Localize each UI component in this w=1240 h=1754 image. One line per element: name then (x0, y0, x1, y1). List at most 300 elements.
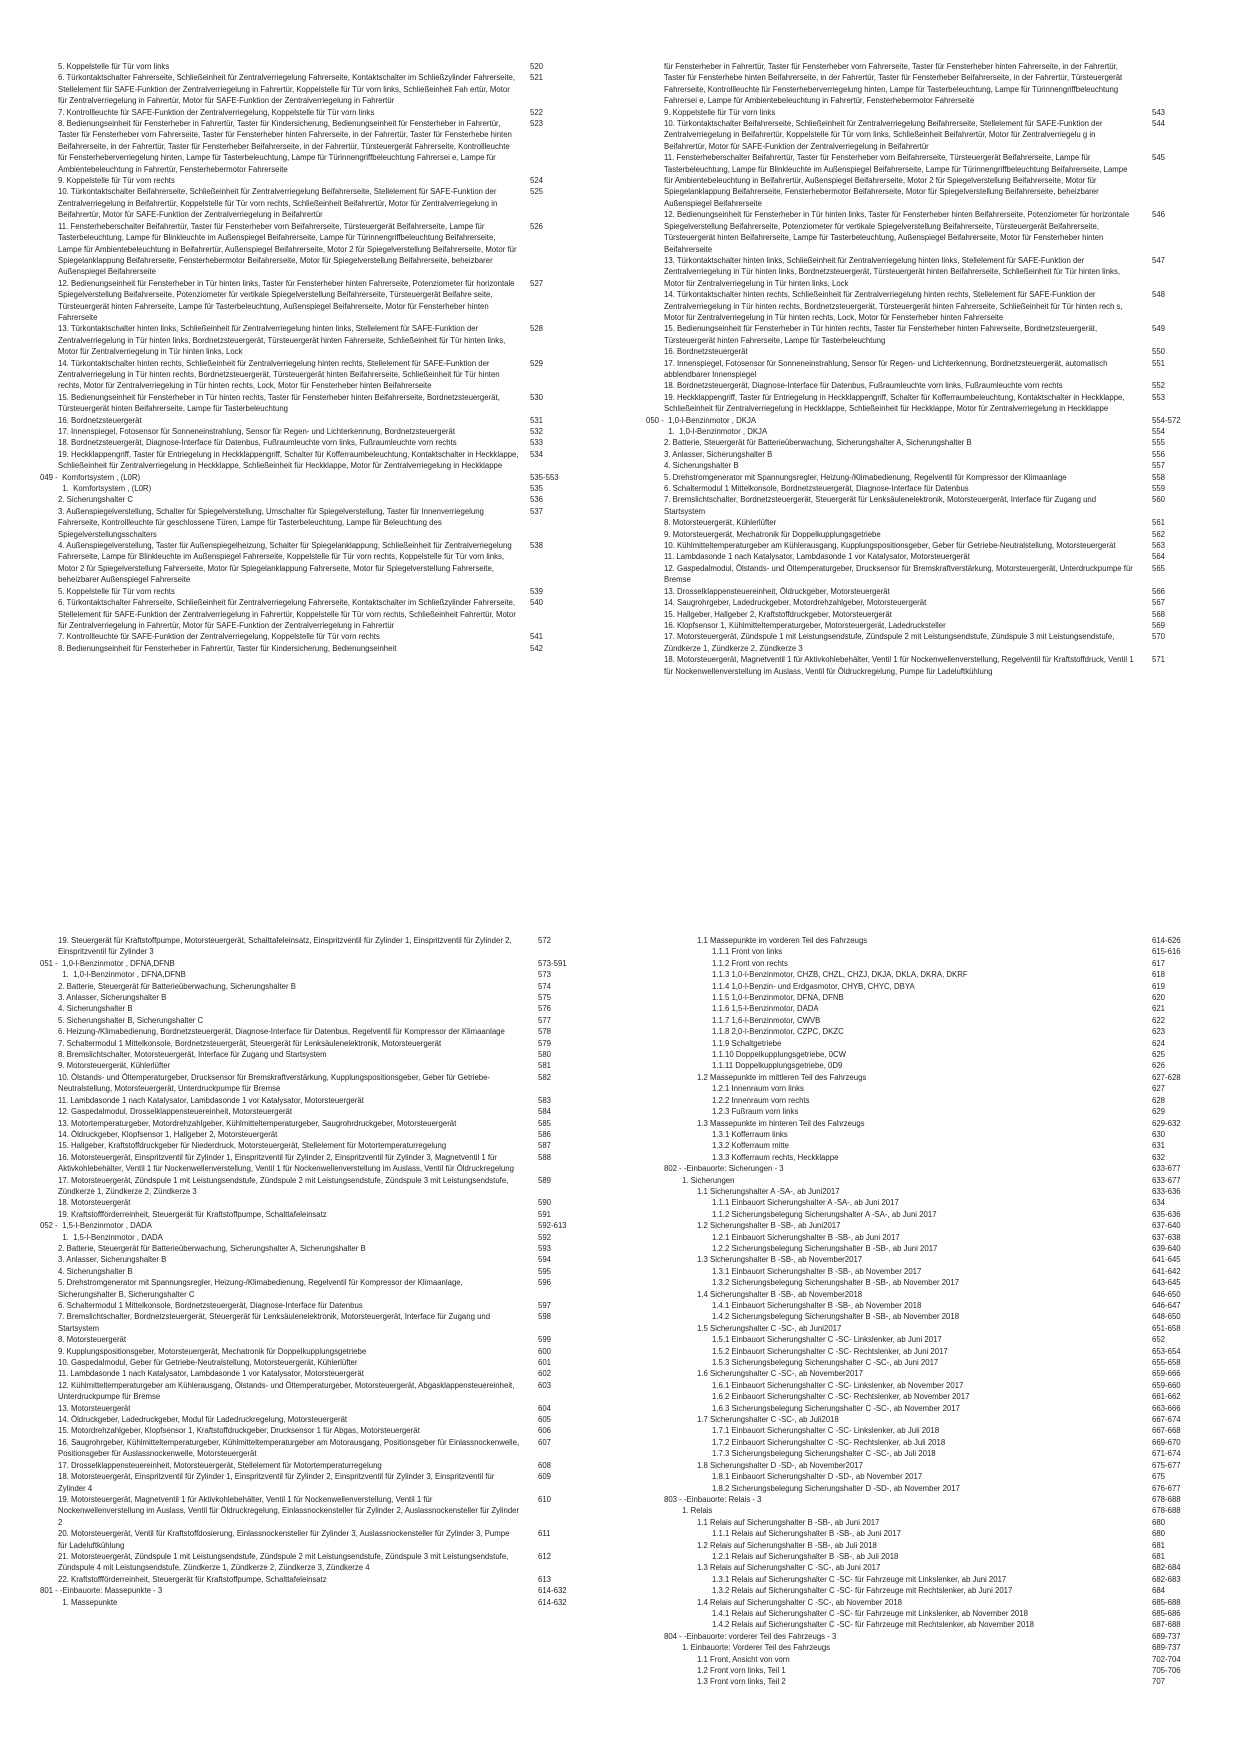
toc-entry[interactable] (664, 620, 1196, 631)
toc-entry-title: 1.3.2 Sicherungsbelegung Sicherungshalter B -SB-, ab November 2017 (712, 1278, 960, 1288)
toc-entry-title: 16. Motorsteuergerät, Einspritzventil für Zylinder 1, Einspritzventil für Zylinder 2, Einspritzventil für Zylinder 3, Magnetventil 1 für Aktivkohlebehälter, Ventil 1 für Nockenwellenverstellung, Ventil 1 für Nockenwellenverstellung im Auslass, Ventil für Öldruckregelung (58, 1152, 514, 1174)
toc-entry[interactable] (664, 529, 1196, 540)
toc-entry-title: 15. Hallgeber, Kraftstoffdruckgeber für Niederdruck, Motorsteuergerät, Stellelement für Motortemperaturregelung (58, 1141, 447, 1151)
toc-entry[interactable] (664, 1528, 1196, 1539)
toc-entry-title: 1.1.2 Sicherungsbelegung Sicherungshalter A -SA-, ab Juni 2017 (712, 1209, 937, 1219)
toc-entry-title: 5. Drehstromgenerator mit Spannungsregler, Heizung-/Klimabedienung, Regelventil für Kompressor der Klimaanlage (664, 472, 1067, 482)
toc-entry-title: 1. Sicherungen (682, 1175, 735, 1185)
toc-entry-page: 641-645 (1152, 1255, 1181, 1265)
toc-entry[interactable] (58, 1494, 582, 1528)
toc-entry[interactable] (664, 1357, 1196, 1368)
toc-entry-title: 1.2.1 Innenraum vorn links (712, 1084, 804, 1094)
toc-entry[interactable] (58, 1357, 582, 1368)
toc-entry-page: 680 (1152, 1529, 1166, 1539)
toc-entry-page: 605 (538, 1415, 552, 1425)
toc-entry-page: 522 (530, 107, 544, 117)
toc-entry[interactable] (58, 221, 582, 278)
toc-entry-title: 20. Motorsteuergerät, Ventil für Kraftstoffdosierung, Einlassnockensteller für Zylinder 3, Auslassnockensteller für Zylinder 3, Pumpe für Ladeluftkühlung (58, 1529, 512, 1550)
toc-entry[interactable] (664, 1197, 1196, 1208)
toc-entry[interactable] (664, 1437, 1196, 1448)
toc-entry[interactable] (58, 506, 582, 540)
toc-entry[interactable] (58, 1038, 582, 1049)
toc-entry-title: 21. Motorsteuergerät, Zündspule 1 mit Leistungsendstufe, Zündspule 2 mit Leistungsendstufe, Zündspule 3 mit Leistungsendstufe, Zündspule 4 mit Leistungsendstufe, Zündkerze 1, Zündkerze 2, Zündkerze 3, Zündkerze 4 (58, 1551, 511, 1573)
toc-entry-page: 676-677 (1152, 1483, 1181, 1493)
toc-entry[interactable] (58, 1015, 582, 1026)
toc-entry[interactable] (664, 1346, 1196, 1357)
toc-entry-title: 1.2 Front vorn links, Teil 1 (697, 1666, 786, 1675)
toc-entry[interactable] (58, 1106, 582, 1117)
toc-entry[interactable] (664, 1266, 1196, 1277)
toc-entry-page: 659-666 (1152, 1369, 1181, 1379)
toc-entry-page: 554-572 (1152, 415, 1181, 425)
toc-entry-page: 592 (538, 1232, 552, 1242)
toc-entry[interactable] (664, 437, 1196, 448)
toc-entry-title: 18. Motorsteuergerät (58, 1198, 131, 1208)
toc-entry[interactable] (664, 1232, 1196, 1243)
toc-entry-page: 581 (538, 1061, 552, 1071)
toc-entry[interactable] (58, 1003, 582, 1014)
toc-entry[interactable] (664, 1483, 1196, 1494)
toc-entry[interactable] (664, 1517, 1196, 1528)
toc-entry-title: 804 - -Einbauorte: vorderer Teil des Fahrzeugs - 3 (664, 1631, 837, 1641)
toc-entry[interactable] (664, 289, 1196, 323)
toc-entry[interactable] (664, 969, 1196, 980)
toc-entry[interactable] (58, 1471, 582, 1494)
toc-entry[interactable] (58, 1460, 582, 1471)
toc-entry-page: 525 (530, 187, 544, 197)
toc-entry[interactable] (664, 1391, 1196, 1402)
toc-entry-title: 1.4.1 Einbauort Sicherungshalter B -SB-, ab November 2018 (712, 1301, 922, 1310)
toc-entry[interactable] (646, 415, 1196, 426)
toc-entry[interactable] (40, 472, 582, 483)
toc-entry-title: 12. Gaspedalmodul, Ölstands- und Öltemperaturgeber, Drucksensor für Bremskraftverstärkung, Motorsteuergerät, Unterdruckpumpe für Bremse (664, 563, 1136, 585)
toc-entry-title: 15. Motordrehzahlgeber, Klopfsensor 1, Kraftstoffdruckgeber, Drucksensor 1 für Abgas, Motorsteuergerät (58, 1426, 420, 1436)
toc-entry[interactable] (58, 1095, 582, 1106)
toc-entry-page: 549 (1152, 324, 1166, 334)
toc-entry[interactable] (664, 1254, 1196, 1265)
toc-entry[interactable] (58, 1414, 582, 1425)
toc-entry-page: 614-632 (538, 1597, 567, 1607)
toc-entry-page: 526 (530, 221, 544, 231)
toc-entry-title: 1.1.1 Einbauort Sicherungshalter A -SA-, ab Juni 2017 (712, 1198, 899, 1208)
toc-entry-title: 19. Motorsteuergerät, Magnetventil 1 für Aktivkohlebehälter, Ventil 1 für Nockenwellenverstellung, Ventil 1 für Nockenwellenverstellung im Auslass, Ventil für Öldruckregelung, Einlassnockensteller für Zylinder 2, Auslassnockensteller für Zylinder 2 (58, 1494, 522, 1527)
toc-entry-title: 16. Klopfsensor 1, Kühlmitteltemperaturgeber, Motorsteuergerät, Ladedrucksteller (664, 620, 946, 630)
toc-entry[interactable] (58, 1232, 582, 1243)
toc-entry[interactable] (664, 61, 1196, 107)
toc-entry-page: 559 (1152, 484, 1166, 494)
toc-entry[interactable] (664, 1505, 1196, 1516)
toc-entry[interactable] (58, 107, 582, 118)
toc-entry[interactable] (58, 1129, 582, 1140)
toc-entry[interactable] (40, 1585, 582, 1596)
toc-entry[interactable] (664, 597, 1196, 608)
toc-entry-title: 18. Motorsteuergerät, Einspritzventil für Zylinder 1, Einspritzventil für Zylinder 2, Einspritzventil für Zylinder 3, Einspritzventil für Zylinder 4 (58, 1472, 497, 1493)
toc-entry[interactable] (58, 631, 582, 642)
toc-entry[interactable] (58, 1551, 582, 1574)
toc-entry[interactable] (58, 1334, 582, 1345)
toc-entry-title: 802 - -Einbauorte: Sicherungen - 3 (664, 1164, 784, 1174)
toc-entry[interactable] (664, 1494, 1196, 1505)
toc-entry[interactable] (664, 358, 1196, 381)
toc-entry[interactable] (664, 460, 1196, 471)
toc-entry-page: 534 (530, 449, 544, 459)
toc-entry-page: 590 (538, 1198, 552, 1208)
toc-entry-title: 7. Kontrollleuchte für SAFE-Funktion der Zentralverriegelung, Koppelstelle für Tür vorn rechts (58, 632, 380, 642)
toc-entry[interactable] (664, 1471, 1196, 1482)
toc-entry[interactable] (664, 1654, 1196, 1665)
toc-entry-title: 5. Drehstromgenerator mit Spannungsregler, Heizung-/Klimabedienung, Regelventil für Kompressor der Klimaanlage, Sicherungshalter B, Sicherungshalter C (58, 1278, 465, 1299)
toc-entry-page: 602 (538, 1369, 552, 1379)
toc-entry[interactable] (58, 1175, 582, 1198)
toc-entry-page: 577 (538, 1015, 552, 1025)
toc-entry-title: 1.3.2 Relais auf Sicherungshalter C -SC- für Fahrzeuge mit Rechtslenker, ab Juni 2017 (712, 1586, 1013, 1596)
toc-entry-page: 615-616 (1152, 947, 1181, 957)
toc-entry[interactable] (58, 981, 582, 992)
toc-entry[interactable] (664, 1368, 1196, 1379)
toc-entry-page: 621 (1152, 1004, 1166, 1014)
toc-entry[interactable] (664, 631, 1196, 654)
toc-entry[interactable] (58, 1311, 582, 1334)
toc-entry-title: 1. Relais (682, 1506, 713, 1516)
toc-entry[interactable] (58, 118, 582, 175)
toc-entry[interactable] (58, 1380, 582, 1403)
toc-entry[interactable] (58, 586, 582, 597)
toc-entry-page: 622 (1152, 1015, 1166, 1025)
toc-entry[interactable] (58, 1026, 582, 1037)
toc-entry[interactable] (58, 483, 582, 494)
toc-entry[interactable] (664, 1425, 1196, 1436)
toc-entry[interactable] (664, 1175, 1196, 1186)
toc-entry[interactable] (58, 278, 582, 324)
toc-entry-page: 538 (530, 541, 544, 551)
toc-entry[interactable] (58, 72, 582, 106)
toc-entry[interactable] (58, 540, 582, 586)
toc-entry[interactable] (40, 1220, 582, 1231)
toc-entry[interactable] (664, 1072, 1196, 1083)
toc-entry-page: 653-654 (1152, 1346, 1181, 1356)
toc-entry[interactable] (664, 209, 1196, 255)
toc-entry[interactable] (40, 958, 582, 969)
toc-entry-page: 531 (530, 415, 544, 425)
toc-entry[interactable] (58, 1346, 582, 1357)
toc-entry-page: 630 (1152, 1129, 1166, 1139)
toc-entry-title: 9. Motorsteuergerät, Mechatronik für Doppelkupplungsgetriebe (664, 529, 881, 539)
toc-entry[interactable] (664, 1289, 1196, 1300)
toc-entry[interactable] (664, 152, 1196, 209)
toc-entry[interactable] (58, 1060, 582, 1071)
toc-entry[interactable] (664, 1414, 1196, 1425)
toc-entry[interactable] (664, 1186, 1196, 1197)
toc-entry-page: 689-737 (1152, 1643, 1181, 1653)
toc-entry-page: 557 (1152, 461, 1166, 471)
toc-entry[interactable] (58, 392, 582, 415)
toc-entry-page: 646-647 (1152, 1301, 1181, 1310)
toc-entry[interactable] (664, 1163, 1196, 1174)
toc-entry[interactable] (664, 958, 1196, 969)
toc-entry-title: 1.4.2 Sicherungsbelegung Sicherungshalter B -SB-, ab November 2018 (712, 1312, 960, 1322)
toc-entry[interactable] (58, 1072, 582, 1095)
toc-entry[interactable] (664, 992, 1196, 1003)
toc-entry-title: 6. Türkontaktschalter Fahrerseite, Schließeinheit für Zentralverriegelung Fahrerseite, Kontaktschalter im Schließzylinder Fahrerseite, Stellelement für SAFE-Funktion der Zentralverriegelung in Fahrertür, Koppelstelle für Tür vorn links, Schließeinheit Fah ertür, Motor für Zentralverriegelung in Fahrertür, Motor für SAFE-Funktion der Zentralverriegelung in Fahrertür (58, 73, 518, 106)
toc-entry[interactable] (58, 437, 582, 448)
toc-entry-page: 523 (530, 119, 544, 129)
toc-entry[interactable] (58, 1597, 582, 1608)
toc-entry[interactable] (664, 1209, 1196, 1220)
toc-entry[interactable] (664, 1676, 1196, 1687)
toc-entry[interactable] (58, 935, 582, 958)
toc-entry-page: 550 (1152, 347, 1166, 357)
toc-entry[interactable] (664, 935, 1196, 946)
toc-entry[interactable] (664, 654, 1196, 677)
toc-entry[interactable] (664, 981, 1196, 992)
toc-entry[interactable] (664, 1608, 1196, 1619)
toc-entry-title: 14. Türkontaktschalter hinten rechts, Schließeinheit für Zentralverriegelung hinten rechts, Stellelement für SAFE-Funktion der Zentralverriegelung in Tür hinten rechts, Bordnetzsteuergerät, Türsteuergerät hinten Fahrerseite, Schließeinheit für Tür hinten rech s, Motor für Zentralverriegelung in Tür hinten rechts, Lock, Motor für Fensterheber hinten Fahrerseite (664, 290, 1125, 322)
toc-entry[interactable] (58, 1049, 582, 1060)
toc-entry-page: 574 (538, 981, 552, 991)
toc-entry-title: 3. Anlasser, Sicherungshalter B (58, 1255, 167, 1265)
toc-entry[interactable] (664, 517, 1196, 528)
toc-entry-title: 6. Türkontaktschalter Fahrerseite, Schließeinheit für Zentralverriegelung Fahrerseite, Kontaktschalter im Schließzylinder Fahrerseite, Stellelement für SAFE-Funktion der Zentralverriegelung in Fahrertür, Koppelstelle für Tür vorn rechts, Schließeinheit Fahrertür, Motor für Zentralverriegelung in Fahrertür, Motor für SAFE-Funktion der Zentralverriegelung in Fahrertür (58, 598, 519, 630)
toc-entry-title: 1.6.1 Einbauort Sicherungshalter C -SC- Linkslenker, ab November 2017 (712, 1380, 964, 1390)
toc-entry-page: 675-677 (1152, 1460, 1181, 1470)
toc-entry-page: 563 (1152, 541, 1166, 551)
toc-entry-page: 663-666 (1152, 1403, 1181, 1413)
toc-entry-page: 614-626 (1152, 936, 1181, 945)
toc-entry-title: für Fensterheber in Fahrertür, Taster für Fensterheber vorn Fahrerseite, Taster für Fensterheber hinten Fahrerseite, in der Fahrertür, Taster für Fensterhebe hinten Beifahrerseite, in der Fahrertür, Taster für Fensterheber Beifahrerseite, in der Fahrertür, Türsteuergerät Fahrerseite, Kontrollleuchte für Fensterheberverriegelung hinten, Lampe für Tasterbeleuchtung, Lampe für Türinnengriffbeleuchtung Fahrersei e, Lampe für Ambientebeleuchtung in Fahrertür, Fensterhebermotor Fahrerseite (664, 62, 1125, 106)
toc-entry-page: 540 (530, 598, 544, 608)
toc-entry-title: 1.1 Front, Ansicht von vorn (697, 1654, 790, 1664)
toc-entry-title: 1.7 Sicherungshalter C -SC-, ab Juli2018 (697, 1415, 839, 1425)
toc-entry-page: 667-668 (1152, 1426, 1181, 1436)
toc-entry[interactable] (58, 1528, 582, 1551)
toc-entry[interactable] (664, 1152, 1196, 1163)
toc-entry[interactable] (664, 1140, 1196, 1151)
toc-entry-page: 560 (1152, 495, 1166, 505)
toc-entry[interactable] (58, 61, 582, 72)
toc-entry-page: 578 (538, 1027, 552, 1037)
toc-entry-page: 576 (538, 1004, 552, 1014)
toc-entry[interactable] (58, 1403, 582, 1414)
toc-entry[interactable] (58, 494, 582, 505)
toc-entry[interactable] (664, 426, 1196, 437)
toc-entry[interactable] (664, 1049, 1196, 1060)
toc-entry-title: 1.1.11 Doppelkupplungsgetriebe, 0D9 (712, 1061, 843, 1071)
toc-entry-title: 13. Türkontaktschalter hinten links, Schließeinheit für Zentralverriegelung hinten links, Stellelement für SAFE-Funktion der Zentralverriegelung in Tür hinten links, Bordnetzsteuergerät, Türsteuergerät hinten Beifahrerseite, Schließeinheit für Tür hinten links, Motor für Zentralverriegelung in Tür hinten links, Lock (664, 255, 1123, 288)
toc-entry[interactable] (664, 1597, 1196, 1608)
toc-entry-page: 606 (538, 1426, 552, 1436)
toc-entry[interactable] (664, 1083, 1196, 1094)
toc-entry[interactable] (664, 1540, 1196, 1551)
toc-entry-title: 4. Sicherungshalter B (58, 1266, 133, 1276)
toc-entry[interactable] (664, 1015, 1196, 1026)
toc-entry-page: 637-638 (1152, 1232, 1181, 1242)
toc-entry[interactable] (664, 1026, 1196, 1037)
toc-entry-page: 685-686 (1152, 1608, 1181, 1618)
toc-entry[interactable] (58, 1437, 582, 1460)
toc-entry-page: 588 (538, 1152, 552, 1162)
toc-entry[interactable] (664, 609, 1196, 620)
toc-entry[interactable] (664, 1220, 1196, 1231)
toc-entry-title: 1. Massepunkte (58, 1597, 118, 1607)
toc-entry[interactable] (664, 1129, 1196, 1140)
toc-entry-page: 573-591 (538, 958, 567, 968)
toc-entry-page: 702-704 (1152, 1654, 1181, 1664)
toc-entry-title: 1.1.1 Front von links (712, 947, 783, 957)
toc-entry[interactable] (664, 1060, 1196, 1071)
toc-entry[interactable] (58, 597, 582, 631)
toc-entry[interactable] (664, 946, 1196, 957)
toc-entry-page: 555 (1152, 438, 1166, 448)
toc-entry[interactable] (664, 483, 1196, 494)
toc-entry[interactable] (664, 1243, 1196, 1254)
toc-entry[interactable] (664, 449, 1196, 460)
toc-entry[interactable] (58, 643, 582, 654)
toc-entry[interactable] (664, 494, 1196, 517)
toc-entry[interactable] (664, 1106, 1196, 1117)
toc-entry[interactable] (664, 1403, 1196, 1414)
toc-entry[interactable] (664, 1562, 1196, 1573)
toc-entry[interactable] (58, 1243, 582, 1254)
toc-entry-title: 7. Bremslichtschalter, Bordnetzsteuergerät, Steuergerät für Lenksäulenelektronik, Motorsteuergerät, Interface für Zugang und Startsystem (664, 495, 1099, 516)
toc-entry-title: 1.1.8 2,0-l-Benzinmotor, CZPC, DKZC (712, 1027, 844, 1037)
toc-entry-page: 561 (1152, 518, 1166, 528)
toc-entry-title: 1. Einbauorte: Vorderer Teil des Fahrzeugs (682, 1643, 831, 1653)
toc-entry[interactable] (664, 1038, 1196, 1049)
toc-entry-page: 632 (1152, 1152, 1166, 1162)
toc-entry[interactable] (58, 175, 582, 186)
toc-entry-page: 620 (1152, 993, 1166, 1003)
toc-entry[interactable] (664, 1551, 1196, 1562)
toc-entry-page: 601 (538, 1358, 552, 1368)
toc-entry[interactable] (664, 1380, 1196, 1391)
toc-entry-title: 7. Schaltermodul 1 Mittelkonsole, Bordnetzsteuergerät, Steuergerät für Lenksäulenelektronik, Motorsteuergerät (58, 1038, 442, 1048)
toc-entry-page: 537 (530, 506, 544, 516)
toc-entry[interactable] (664, 1585, 1196, 1596)
toc-entry[interactable] (664, 1642, 1196, 1653)
toc-entry[interactable] (58, 1197, 582, 1208)
toc-entry[interactable] (664, 1665, 1196, 1676)
toc-entry-page: 655-658 (1152, 1358, 1181, 1368)
toc-entry[interactable] (664, 346, 1196, 357)
toc-entry-page: 532 (530, 427, 544, 436)
toc-entry[interactable] (664, 540, 1196, 551)
toc-entry[interactable] (664, 472, 1196, 483)
toc-entry-title: 19. Steuergerät für Kraftstoffpumpe, Motorsteuergerät, Schalttafeleinsatz, Einspritzventil für Zylinder 1, Einspritzventil für Zylinder 2, Einspritzventil für Zylinder 3 (58, 936, 514, 957)
toc-entry-title: 1.3 Massepunkte im hinteren Teil des Fahrzeugs (697, 1118, 865, 1128)
toc-entry-title: 051 - 1,0-l-Benzinmotor , DFNA,DFNB (40, 958, 175, 968)
toc-entry-title: 18. Bordnetzsteuergerät, Diagnose-Interface für Datenbus, Fußraumleuchte vorn links, Fußraumleuchte vorn rechts (664, 381, 1063, 391)
toc-entry-title: 10. Gaspedalmodul, Geber für Getriebe-Neutralstellung, Motorsteuergerät, Kühlerlüfter (58, 1358, 358, 1368)
toc-entry-page: 617 (1152, 958, 1166, 968)
toc-entry-page: 603 (538, 1380, 552, 1390)
toc-entry[interactable] (58, 1574, 582, 1585)
toc-entry-title: 16. Saugrohrgeber, Kühlmitteltemperaturgeber, Kühlmitteltemperaturgeber am Motorausgang, Positionsgeber für Einlassnockenwelle, Positionsgeber für Auslassnockenwelle, Motorsteuergerät (58, 1437, 522, 1459)
toc-entry[interactable] (664, 1448, 1196, 1459)
toc-entry[interactable] (664, 1334, 1196, 1345)
toc-entry[interactable] (58, 1425, 582, 1436)
toc-entry-title: 1.1.3 1,0-l-Benzinmotor, CHZB, CHZL, CHZJ, DKJA, DKLA, DKRA, DKRF (712, 970, 968, 980)
toc-entry[interactable] (664, 1003, 1196, 1014)
toc-entry-page: 564 (1152, 552, 1166, 562)
toc-entry-page: 648-650 (1152, 1312, 1181, 1322)
toc-entry-title: 1.2.1 Relais auf Sicherungshalter B -SB-, ab Juli 2018 (712, 1551, 899, 1561)
toc-entry-title: 1. 1,0-l-Benzinmotor , DFNA,DFNB (58, 970, 186, 980)
toc-entry-title: 1.1 Sicherungshalter A -SA-, ab Juni2017 (697, 1186, 840, 1196)
toc-entry-title: 1.7.2 Einbauort Sicherungshalter C -SC- Rechtslenker, ab Juli 2018 (712, 1437, 946, 1447)
toc-entry[interactable] (664, 255, 1196, 289)
toc-entry[interactable] (58, 1209, 582, 1220)
toc-entry-title: 2. Batterie, Steuergerät für Batterieüberwachung, Sicherungshalter A, Sicherungshalter B (664, 438, 972, 448)
toc-entry[interactable] (58, 1140, 582, 1151)
toc-entry[interactable] (58, 449, 582, 472)
toc-entry[interactable] (664, 563, 1196, 586)
toc-entry[interactable] (58, 323, 582, 357)
toc-entry-title: 1.2 Relais auf Sicherungshalter B -SB-, ab Juli 2018 (697, 1540, 877, 1550)
toc-entry-page: 705-706 (1152, 1666, 1181, 1675)
toc-entry-page: 567 (1152, 598, 1166, 608)
toc-entry[interactable] (664, 1574, 1196, 1585)
toc-entry[interactable] (58, 969, 582, 980)
toc-entry[interactable] (664, 1311, 1196, 1322)
toc-entry[interactable] (664, 1277, 1196, 1288)
toc-entry-page: 584 (538, 1107, 552, 1117)
toc-entry[interactable] (58, 1300, 582, 1311)
toc-entry-title: 1.7.3 Sicherungsbelegung Sicherungshalter C -SC-, ab Juli 2018 (712, 1449, 936, 1459)
toc-entry-page: 626 (1152, 1061, 1166, 1071)
toc-entry[interactable] (58, 1266, 582, 1277)
toc-entry[interactable] (58, 186, 582, 220)
toc-entry[interactable] (58, 415, 582, 426)
toc-entry[interactable] (664, 1118, 1196, 1129)
toc-entry[interactable] (664, 1619, 1196, 1630)
toc-entry[interactable] (664, 1095, 1196, 1106)
toc-entry-title: 4. Sicherungshalter B (664, 461, 739, 471)
toc-entry-title: 16. Bordnetzsteuergerät (664, 347, 748, 357)
toc-entry[interactable] (664, 392, 1196, 415)
toc-entry[interactable] (58, 1277, 582, 1300)
toc-entry[interactable] (58, 992, 582, 1003)
toc-entry[interactable] (664, 1631, 1196, 1642)
toc-entry[interactable] (58, 1118, 582, 1129)
toc-entry[interactable] (664, 323, 1196, 346)
toc-entry[interactable] (664, 118, 1196, 152)
toc-entry[interactable] (664, 551, 1196, 562)
toc-entry[interactable] (664, 1323, 1196, 1334)
toc-entry-title: 18. Bordnetzsteuergerät, Diagnose-Interface für Datenbus, Fußraumleuchte vorn links, Fußraumleuchte vorn rechts (58, 438, 457, 448)
toc-entry-title: 1.7.1 Einbauort Sicherungshalter C -SC- Linkslenker, ab Juli 2018 (712, 1426, 940, 1436)
toc-entry[interactable] (664, 1300, 1196, 1311)
toc-entry[interactable] (58, 1152, 582, 1175)
toc-entry[interactable] (664, 107, 1196, 118)
toc-entry-title: 1. 1,5-l-Benzinmotor , DADA (58, 1232, 163, 1242)
toc-entry-page: 707 (1152, 1677, 1166, 1687)
toc-entry-page: 568 (1152, 609, 1166, 619)
toc-entry[interactable] (58, 1254, 582, 1265)
toc-entry-title: 1.5.3 Sicherungsbelegung Sicherungshalter C -SC-, ab Juni 2017 (712, 1358, 939, 1368)
toc-entry-page: 598 (538, 1312, 552, 1322)
toc-entry[interactable] (664, 1460, 1196, 1471)
toc-entry[interactable] (58, 358, 582, 392)
toc-entry-page: 619 (1152, 981, 1166, 991)
toc-entry[interactable] (664, 380, 1196, 391)
toc-entry[interactable] (58, 426, 582, 437)
toc-entry-title: 1.3 Front vorn links, Teil 2 (697, 1677, 786, 1687)
toc-entry[interactable] (664, 586, 1196, 597)
toc-entry-page: 675 (1152, 1472, 1166, 1482)
toc-entry-page: 594 (538, 1255, 552, 1265)
toc-entry-title: 1.5.1 Einbauort Sicherungshalter C -SC- Linkslenker, ab Juni 2017 (712, 1335, 942, 1345)
toc-entry[interactable] (58, 1368, 582, 1379)
